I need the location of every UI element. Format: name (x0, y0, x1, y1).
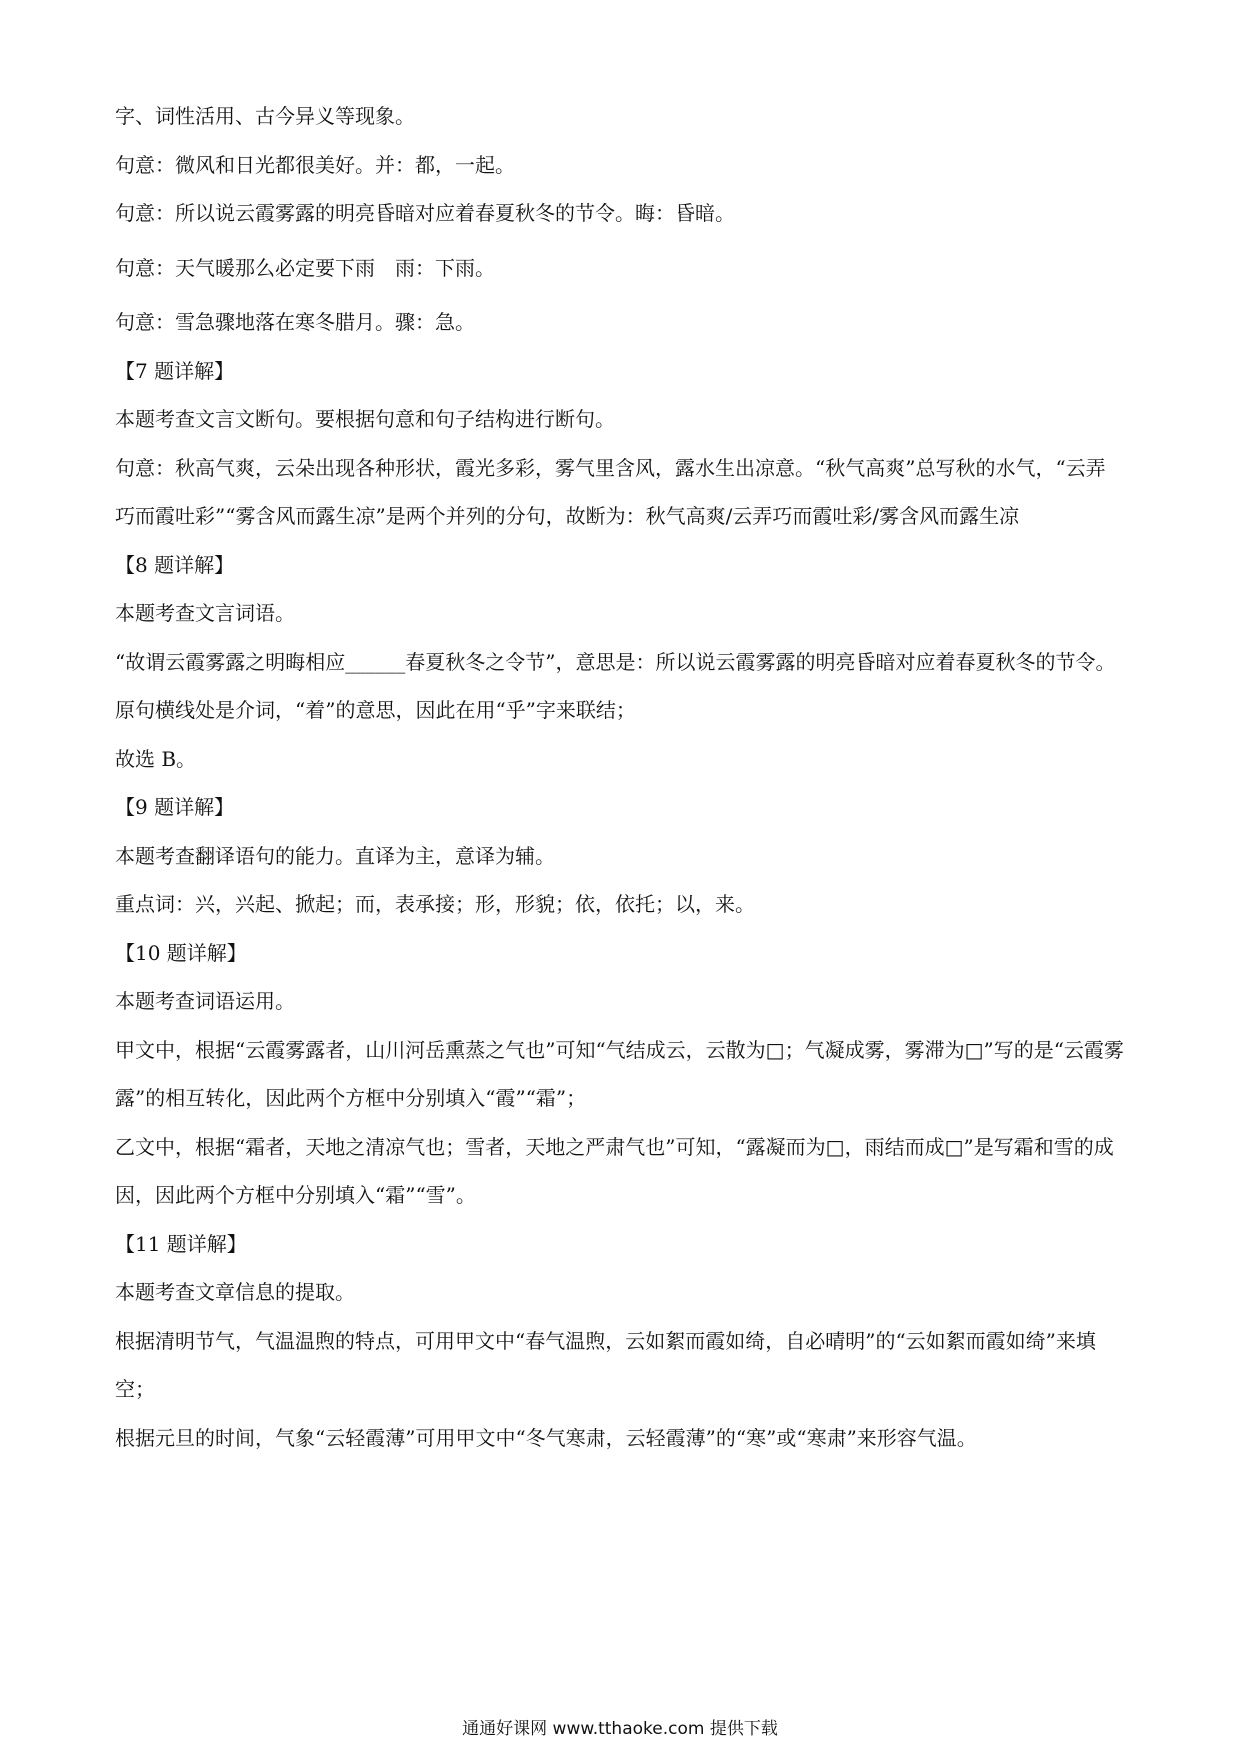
paragraph: 句意：所以说云霞雾露的明亮昏暗对应着春夏秋冬的节令。晦：昏暗。 (115, 201, 735, 225)
paragraph: 句意：天气暖那么必定要下雨 雨：下雨。 (115, 255, 495, 280)
paragraph: 本题考查文言文断句。要根据句意和句子结构进行断句。 (115, 407, 615, 431)
section-heading: 【9 题详解】 (115, 795, 235, 819)
section-heading: 【10 题详解】 (115, 940, 247, 965)
paragraph: 本题考查文章信息的提取。 (115, 1280, 355, 1304)
paragraph: 本题考查翻译语句的能力。直译为主，意译为辅。 (115, 843, 555, 868)
paragraph: 句意：秋高气爽，云朵出现各种形状，霞光多彩，雾气里含风，露水生出凉意。“秋气高爽”总写秋的水气，“云弄巧而霞吐彩”“雾含风而露生凉”是两个并列的分句，故断为：秋气高爽/云弄巧而霞吐彩/雾含风而露生凉 (115, 455, 1106, 528)
paragraph: “故谓云霞雾露之明晦相应______春夏秋冬之令节”，意思是：所以说云霞雾露的明亮昏暗对应着春夏秋冬的节令。原句横线处是介词，“着”的意思，因此在用“乎”字来联结； (115, 649, 1116, 722)
paragraph: 根据元旦的时间，气象“云轻霞薄”可用甲文中“冬气寒肃，云轻霞薄”的“寒”或“寒肃”来形容气温。 (115, 1425, 977, 1450)
paragraph: 本题考查文言词语。 (115, 601, 295, 625)
paragraph: 故选 B。 (115, 746, 197, 771)
paragraph: 重点词：兴，兴起、掀起；而，表承接；形，形貌；依，依托；以，来。 (115, 892, 755, 916)
paragraph: 乙文中，根据“霜者，天地之清凉气也；雪者，天地之严肃气也”可知，“露凝而为□，雨结而成□”是写霜和雪的成因，因此两个方框中分别填入“霜”“雪”。 (115, 1134, 1114, 1207)
paragraph: 甲文中，根据“云霞雾露者，山川河岳熏蒸之气也”可知“气结成云，云散为□；气凝成雾，雾滞为□”写的是“云霞雾露”的相互转化，因此两个方框中分别填入“霞”“霜”； (115, 1037, 1124, 1110)
paragraph: 句意：微风和日光都很美好。并：都，一起。 (115, 152, 515, 177)
section-heading: 【7 题详解】 (115, 358, 235, 383)
paragraph: 根据清明节气，气温温煦的特点，可用甲文中“春气温煦，云如絮而霞如绮，自必晴明”的“云如絮而霞如绮”来填空； (115, 1328, 1096, 1401)
paragraph: 句意：雪急骤地落在寒冬腊月。骤：急。 (115, 310, 475, 334)
section-heading: 【8 题详解】 (115, 552, 235, 577)
document-body (115, 92, 1125, 1462)
paragraph: 字、词性活用、古今异义等现象。 (115, 104, 415, 128)
section-heading: 【11 题详解】 (115, 1231, 247, 1256)
page-footer: 通通好课网 www.tthaoke.com 提供下载 (462, 1719, 778, 1739)
paragraph: 本题考查词语运用。 (115, 989, 295, 1013)
